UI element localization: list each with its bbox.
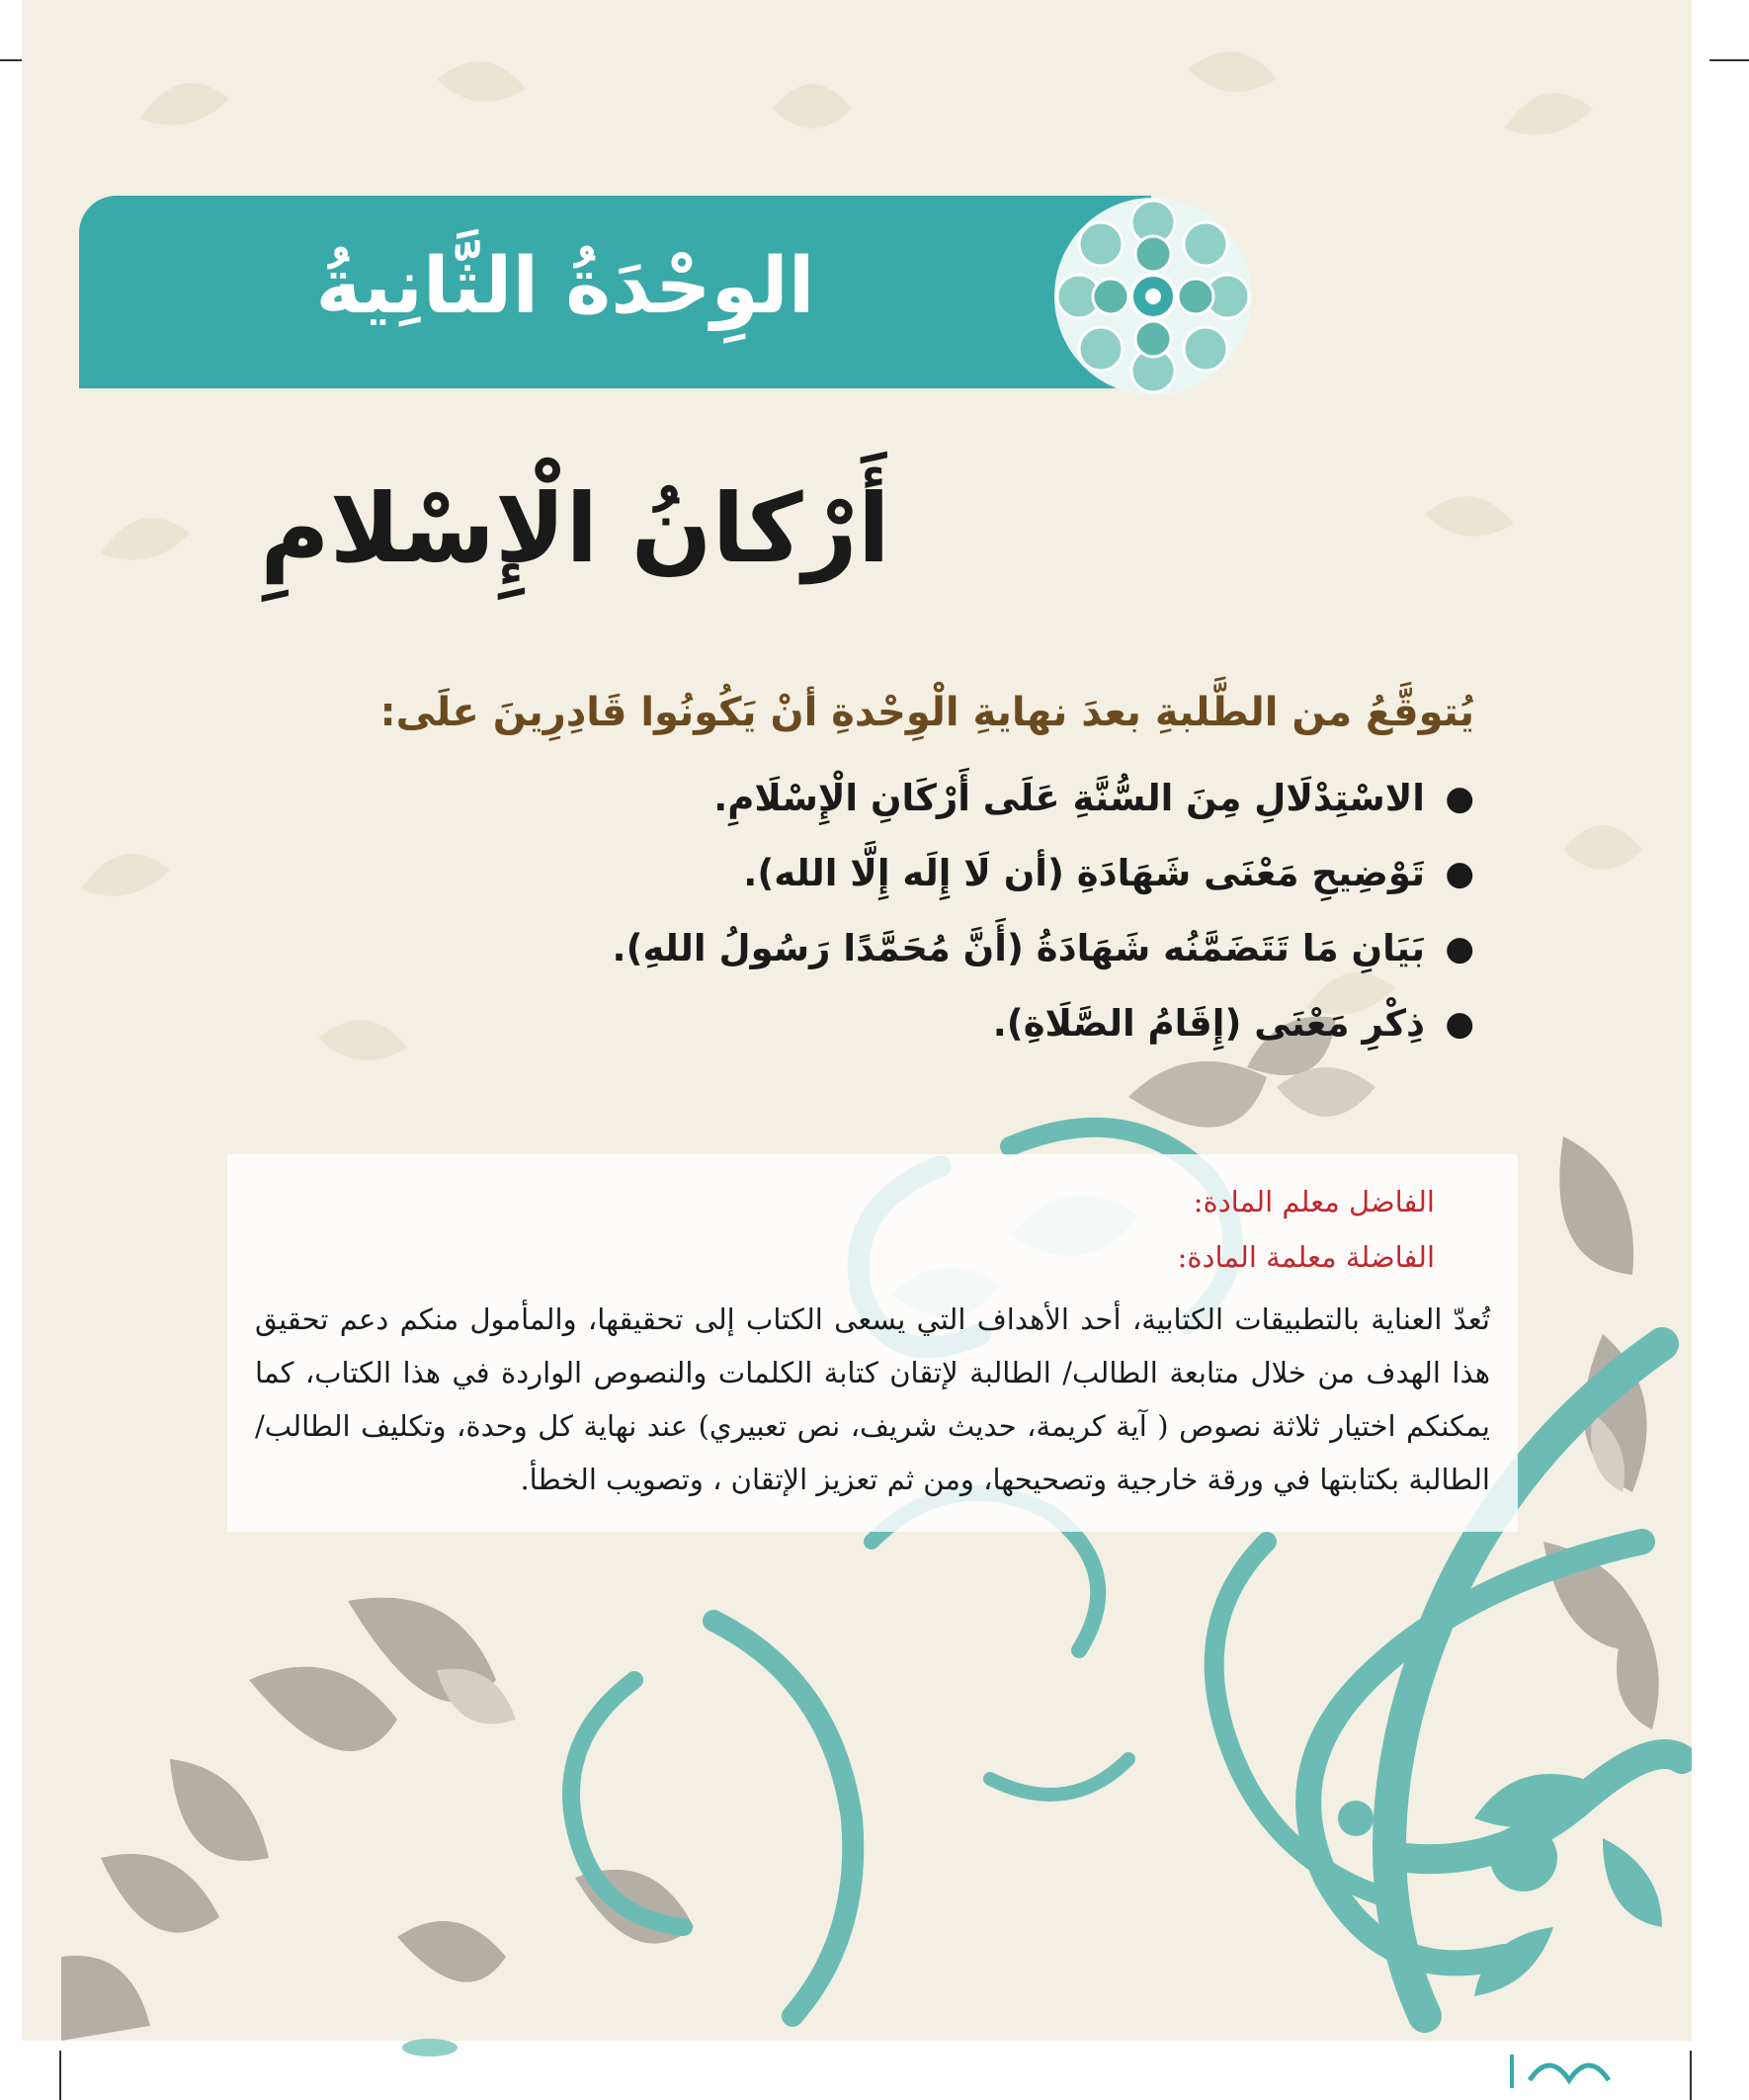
objective-text: تَوْضِيحِ مَعْنَى شَهَادَةِ (أن لَا إِلَه إِلَّا الله). — [743, 852, 1425, 894]
list-item — [338, 761, 1474, 836]
objective-text: بَيَانِ مَا تَتَضَمَّنُه شَهَادَةُ (أَنَّ مُحَمَّدًا رَسُولُ اللهِ). — [612, 927, 1425, 969]
objectives-intro: يُتوقَّعُ من الطَّلبةِ بعدَ نهايةِ الْوِحْدةِ أنْ يَكُونُوا قَادِرِينَ علَى: — [379, 690, 1474, 735]
page — [22, 0, 1692, 2041]
bullet-dot-icon: ● — [1445, 854, 1474, 893]
page-footer-ornament-icon — [1510, 2051, 1628, 2090]
teacher-note-box — [227, 1154, 1518, 1532]
crop-mark-bottom-right — [1690, 2051, 1692, 2100]
objectives-list — [338, 761, 1474, 1061]
objective-text: الاسْتِدْلَالِ مِنَ السُّنَّةِ عَلَى أَرْكَانِ الْإِسْلَامِ. — [713, 777, 1425, 819]
list-item — [338, 986, 1474, 1061]
female-teacher-heading: الفاضلة معلمة المادة: — [1177, 1240, 1435, 1274]
bullet-dot-icon: ● — [1445, 1004, 1474, 1044]
crop-mark-top-right-h — [1709, 59, 1749, 61]
lesson-title: أَرْكانُ الْإِسْلامِ — [260, 473, 890, 584]
bullet-dot-icon: ● — [1445, 779, 1474, 818]
male-teacher-heading: الفاضل معلم المادة: — [1193, 1185, 1435, 1218]
objective-text: ذِكْرِ مَعْنَى (إِقَامُ الصَّلَاةِ). — [992, 1002, 1425, 1045]
bullet-dot-icon: ● — [1445, 929, 1474, 968]
objectives-section — [338, 682, 1474, 1061]
teacher-note-body: تُعدّ العناية بالتطبيقات الكتابية، أحد الأهداف التي يسعى الكتاب إلى تحقيقها، والمأمول منكم دعم تحقيق هذا الهدف من خلال متابعة الطالب/ الطالبة لإتقان كتابة الكلمات والنصوص الواردة في هذا الكتاب، كما يمكنكم اختيار ثلاثة نصوص ( آية كريمة، حديث شريف، نص تعبيري) عند نهاية كل وحدة، وتكليف الطالب/ الطالبة بكتابتها في ورقة خارجية وتصحيحها، ومن ثم تعزيز الإتقان ، وتصويب الخطأ. — [255, 1302, 1490, 1496]
rosette-ornament-icon — [1049, 193, 1257, 400]
list-item — [338, 911, 1474, 986]
small-rosette-icon — [400, 2038, 459, 2058]
unit-title: الوِحْدَةُ الثَّانِيةُ — [315, 242, 815, 331]
crop-mark-bottom-left — [59, 2051, 61, 2100]
list-item — [338, 836, 1474, 911]
